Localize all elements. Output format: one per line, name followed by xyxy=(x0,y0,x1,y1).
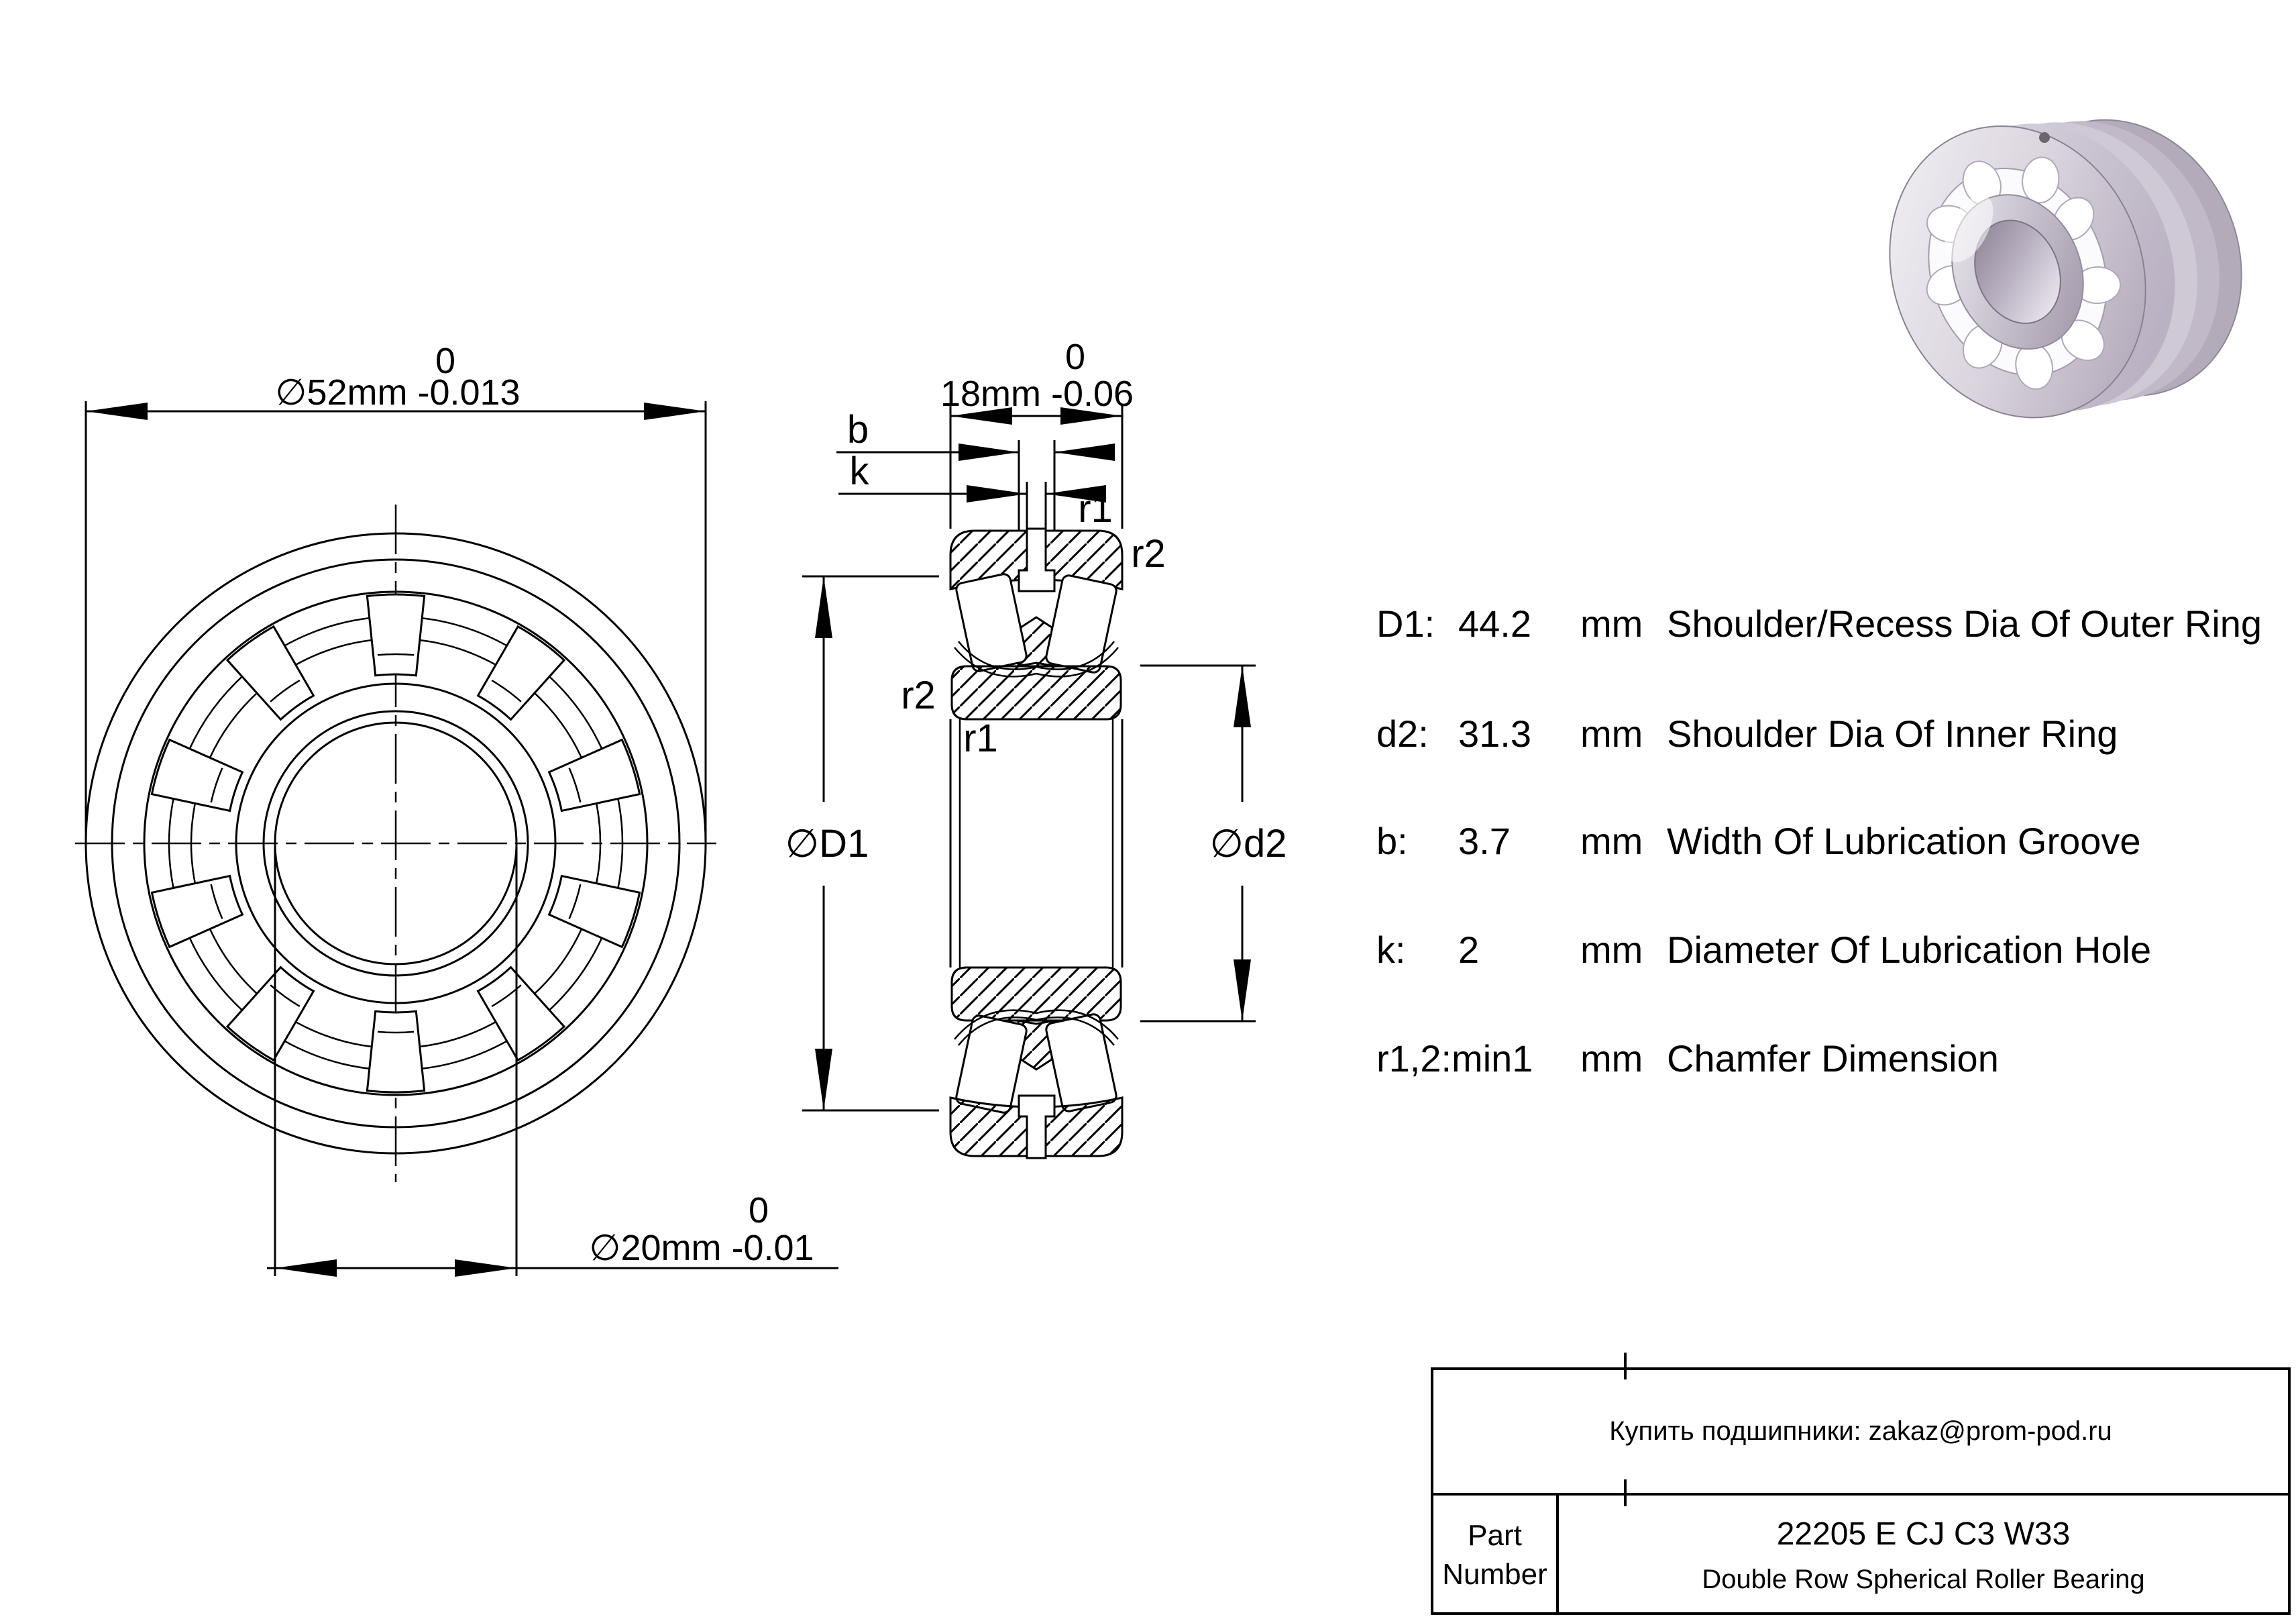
spec-label: r1,2:min1 xyxy=(1376,1037,1533,1080)
part-label-line2: Number xyxy=(1442,1558,1547,1591)
spec-unit: mm xyxy=(1580,1037,1643,1080)
spec-value: 31.3 xyxy=(1458,713,1531,755)
label-r2-top-right: r2 xyxy=(1131,532,1166,576)
label-D1: ∅D1 xyxy=(785,822,869,866)
front-view xyxy=(75,505,716,1182)
roller-top-left xyxy=(955,573,1028,672)
spec-desc: Diameter Of Lubrication Hole xyxy=(1667,929,2152,971)
spec-unit: mm xyxy=(1580,713,1643,755)
contact-cell xyxy=(1433,1370,2288,1496)
dim-b xyxy=(836,440,1115,530)
registration-tick-mid xyxy=(1624,1479,1627,1506)
label-d2: ∅d2 xyxy=(1209,822,1287,866)
label-k: k xyxy=(849,450,869,493)
roller-bottom-left xyxy=(955,1014,1028,1114)
spec-desc: Chamfer Dimension xyxy=(1667,1037,1999,1080)
part-number-cell xyxy=(1559,1496,2288,1615)
label-r1-top: r1 xyxy=(1078,487,1113,531)
dim-52mm-label: ∅52mm -0.013 xyxy=(275,372,521,413)
part-label-line1: Part xyxy=(1468,1519,1522,1552)
spec-label: k: xyxy=(1376,929,1406,971)
label-r1-left: r1 xyxy=(963,717,998,760)
spec-desc: Width Of Lubrication Groove xyxy=(1667,820,2141,862)
spec-value: 2 xyxy=(1458,929,1480,971)
dim-52mm-tolerance-upper: 0 xyxy=(435,341,456,381)
spec-desc: Shoulder Dia Of Inner Ring xyxy=(1667,713,2118,755)
bearing-3d-render xyxy=(1847,52,2282,473)
part-number: 22205 E CJ C3 W33 xyxy=(1776,1516,2071,1552)
dim-20mm-label: ∅20mm -0.01 xyxy=(589,1228,814,1268)
spec-value: 44.2 xyxy=(1458,603,1531,645)
spec-desc: Shoulder/Recess Dia Of Outer Ring xyxy=(1667,603,2262,645)
label-b: b xyxy=(846,408,869,452)
dim-18mm-label: 18mm -0.06 xyxy=(940,374,1134,414)
part-row xyxy=(1433,1496,2288,1615)
render-lube-hole-dot xyxy=(2039,132,2050,143)
inner-ring-top xyxy=(952,663,1121,719)
registration-tick-top xyxy=(1624,1353,1627,1379)
part-label-cell xyxy=(1433,1496,1559,1615)
part-description: Double Row Spherical Roller Bearing xyxy=(1702,1565,2145,1594)
contact-text: Купить подшипники: zakaz@prom-pod.ru xyxy=(1609,1416,2112,1446)
spec-label: b: xyxy=(1376,820,1408,862)
dim-20mm-tolerance-upper: 0 xyxy=(748,1190,769,1231)
spec-value: 3.7 xyxy=(1458,820,1511,862)
spec-unit: mm xyxy=(1580,603,1643,645)
spec-unit: mm xyxy=(1580,820,1643,862)
label-r2-left: r2 xyxy=(901,674,936,717)
spec-label: d2: xyxy=(1376,713,1429,755)
dim-18mm-tolerance-upper: 0 xyxy=(1064,337,1086,377)
dim-k xyxy=(838,482,1106,530)
title-block-table xyxy=(1431,1367,2291,1615)
section-view xyxy=(950,529,1122,1158)
spec-label: D1: xyxy=(1376,603,1435,645)
spec-unit: mm xyxy=(1580,929,1643,971)
